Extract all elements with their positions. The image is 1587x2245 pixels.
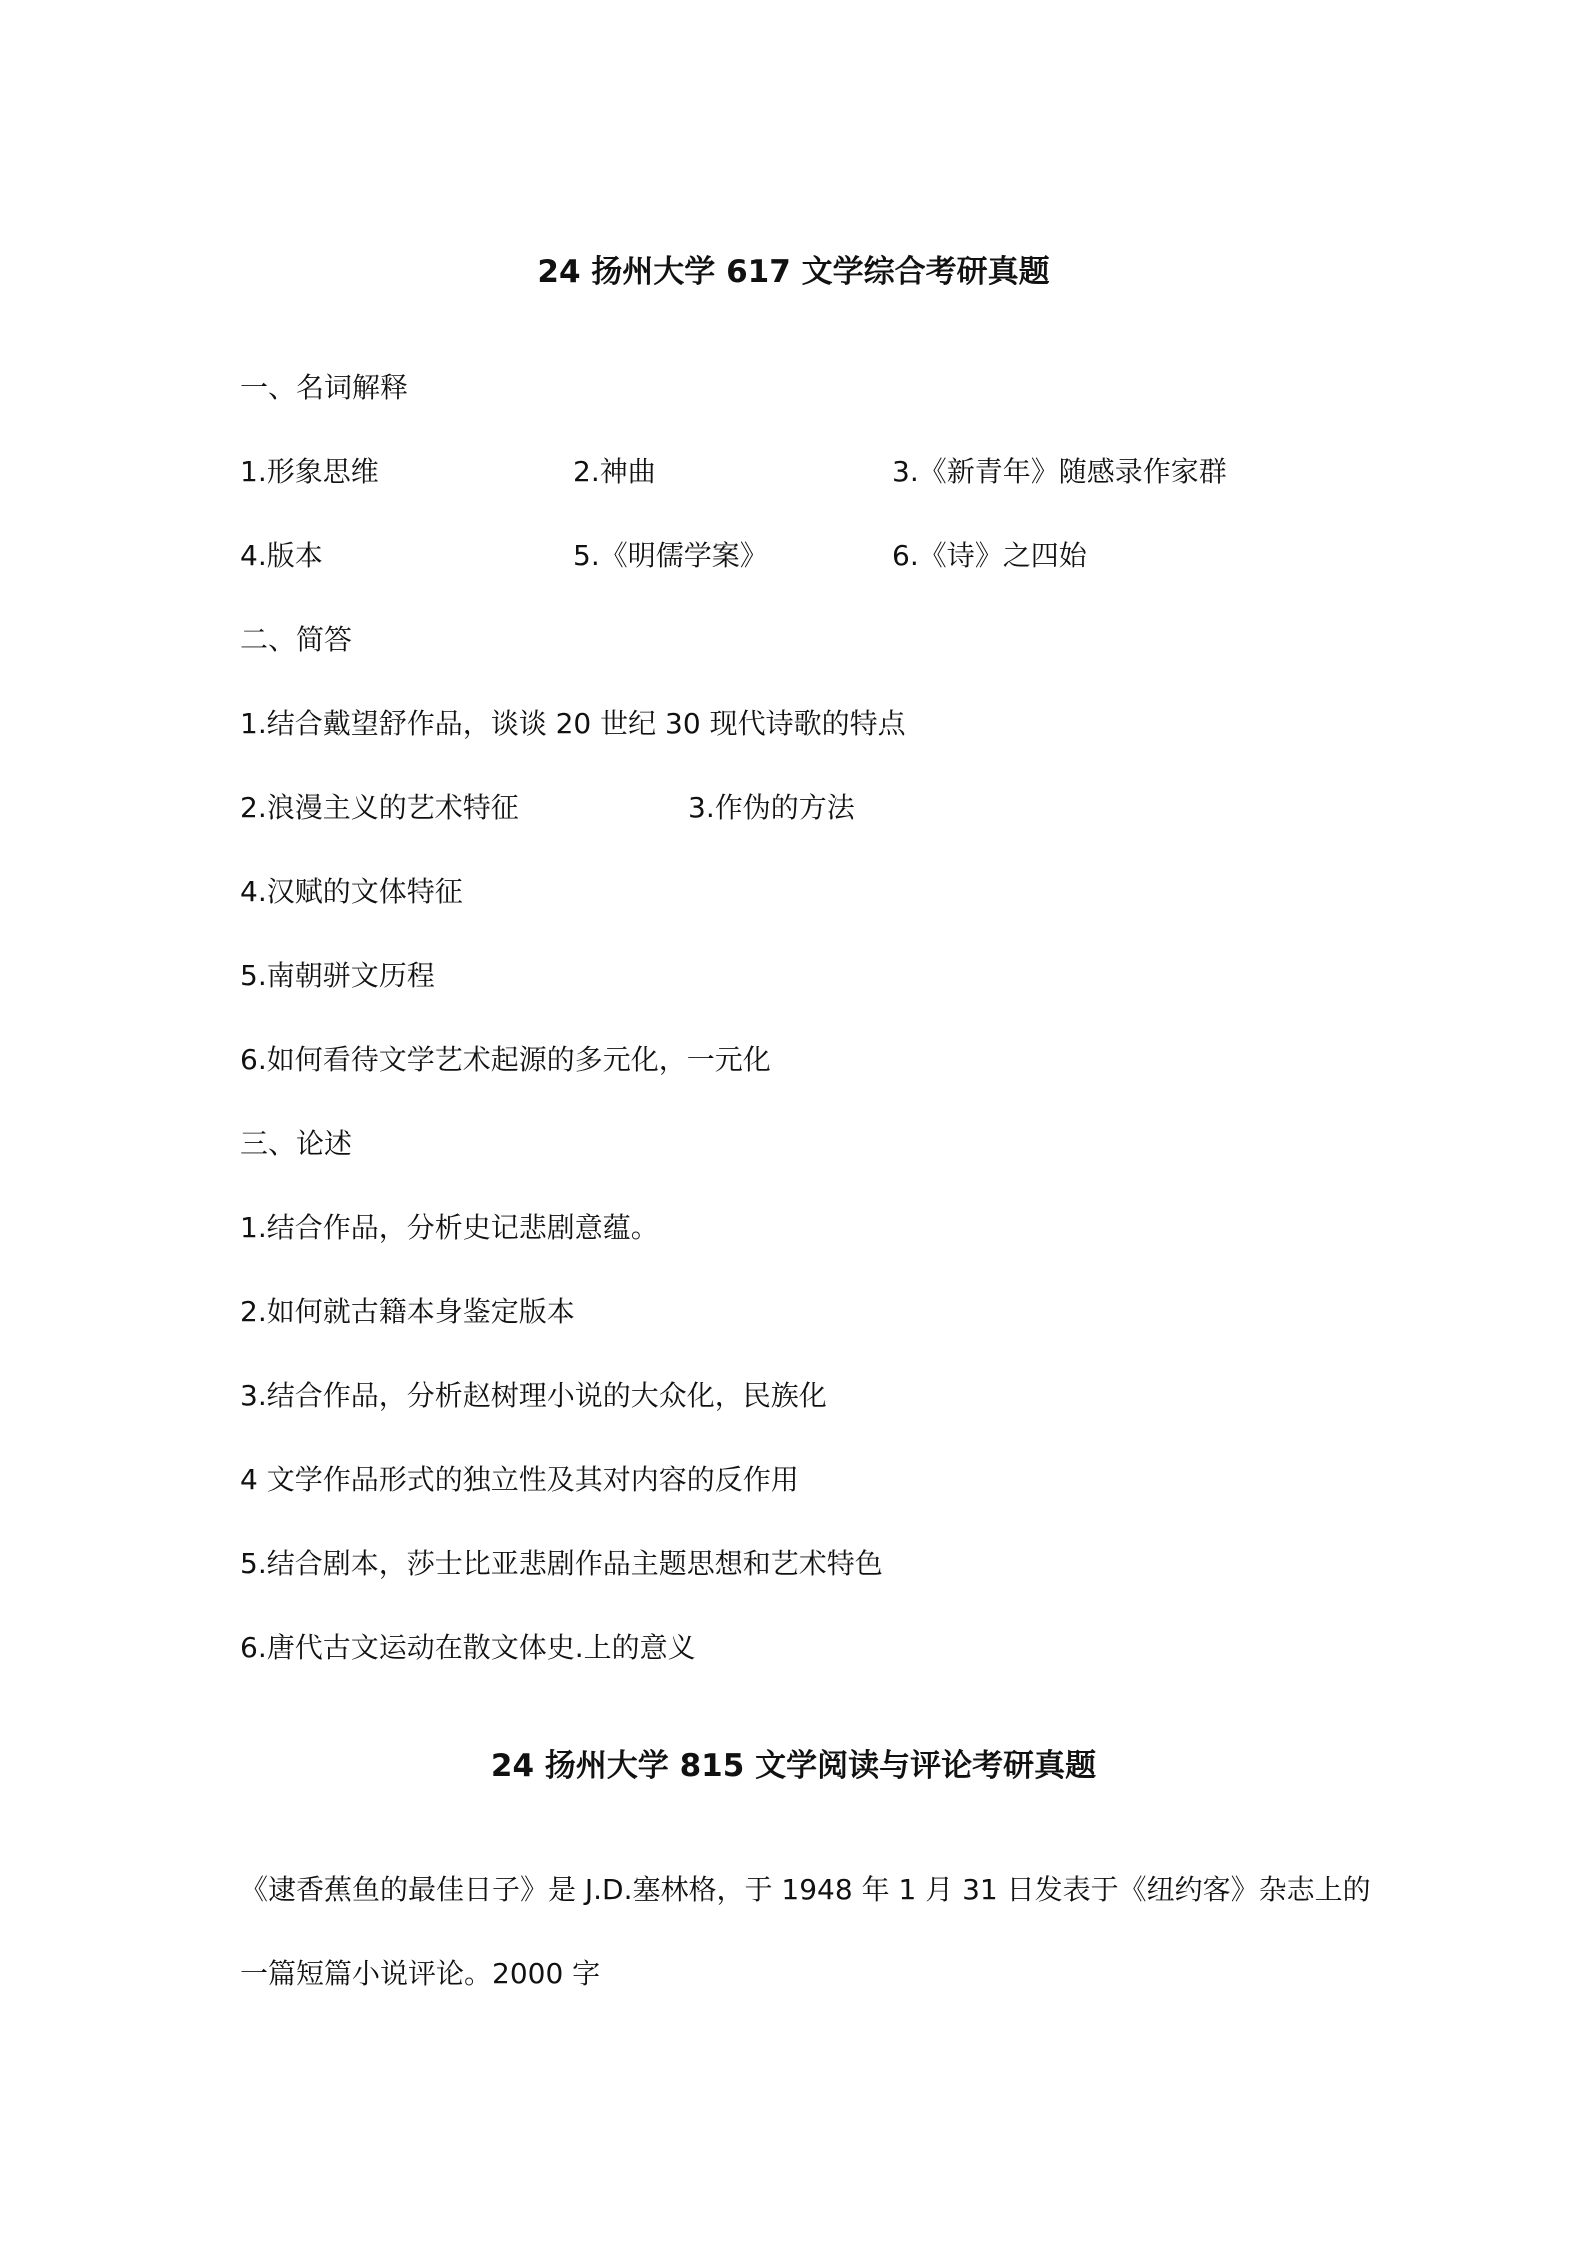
essay-item: 1.结合作品，分析史记悲剧意蕴。 [240, 1211, 659, 1244]
essay-item: 5.结合剧本，莎士比亚悲剧作品主题思想和艺术特色 [240, 1547, 883, 1580]
term-item: 3.《新青年》随感录作家群 [892, 455, 1227, 488]
essay-item: 3.结合作品，分析赵树理小说的大众化，民族化 [240, 1379, 827, 1412]
short-answer-item: 4.汉赋的文体特征 [240, 875, 463, 908]
short-answer-item: 5.南朝骈文历程 [240, 959, 435, 992]
short-answer-item: 6.如何看待文学艺术起源的多元化，一元化 [240, 1043, 771, 1076]
term-item: 6.《诗》之四始 [892, 539, 1087, 572]
short-answer-item: 2.浪漫主义的艺术特征 [240, 791, 519, 824]
term-item: 1.形象思维 [240, 455, 379, 488]
reading-paragraph-line: 一篇短篇小说评论。2000 字 [240, 1957, 601, 1990]
section-heading-terms: 一、名词解释 [240, 371, 409, 404]
term-item: 2.神曲 [573, 455, 656, 488]
section-heading-essay: 三、论述 [240, 1127, 353, 1160]
essay-item: 4 文学作品形式的独立性及其对内容的反作用 [240, 1463, 799, 1496]
essay-item: 2.如何就古籍本身鉴定版本 [240, 1295, 575, 1328]
term-item: 5.《明儒学案》 [573, 539, 768, 572]
essay-item: 6.唐代古文运动在散文体史.上的意义 [240, 1631, 696, 1664]
exam-617-title: 24 扬州大学 617 文学综合考研真题 [537, 254, 1050, 290]
exam-815-title: 24 扬州大学 815 文学阅读与评论考研真题 [490, 1748, 1097, 1784]
reading-paragraph-line: 《逮香蕉鱼的最佳日子》是 J.D.塞林格，于 1948 年 1 月 31 日发表于《纽约客》杂志上的 [240, 1873, 1371, 1906]
term-item: 4.版本 [240, 539, 323, 572]
section-heading-short-answer: 二、简答 [240, 623, 353, 656]
short-answer-item: 3.作伪的方法 [688, 791, 855, 824]
short-answer-item: 1.结合戴望舒作品，谈谈 20 世纪 30 现代诗歌的特点 [240, 707, 906, 740]
